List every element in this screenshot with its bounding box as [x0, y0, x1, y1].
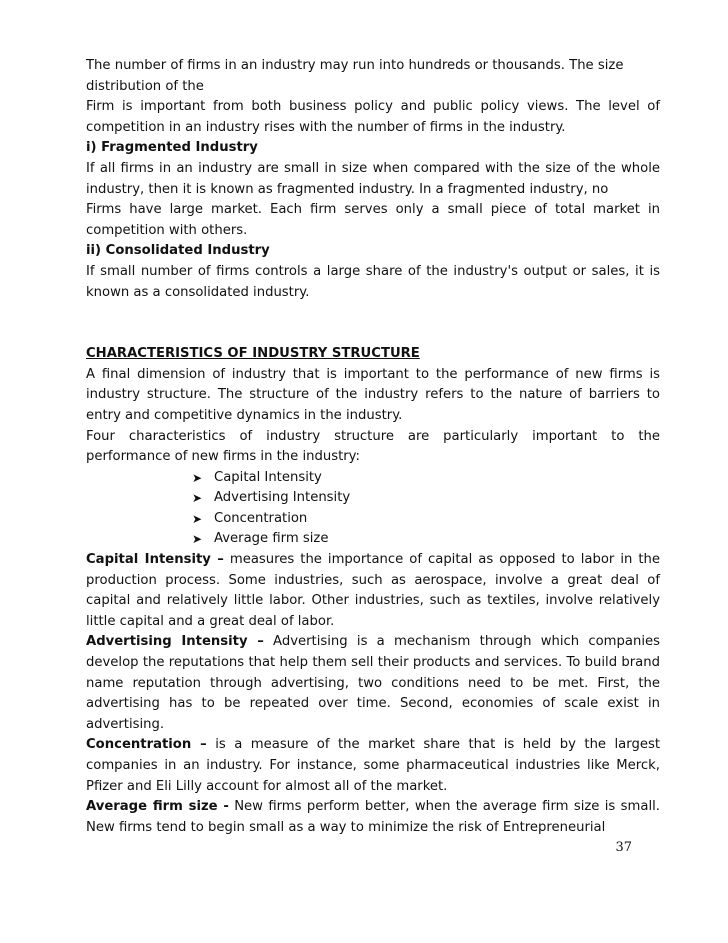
concentration-text: is a measure of the market share that is held by the largest companies in an industry. For instance, some pharmaceutical industries like Merck, Pfizer and Eli Lilly account for almost all of the market. [86, 737, 660, 794]
characteristics-list [86, 468, 660, 550]
page-number: 37 [615, 840, 632, 855]
arrow-bullet-icon: ➤ [192, 470, 203, 485]
capital-intensity-text: measures the importance of capital as opposed to labor in the production process. Some industries, such as aerospace, involve a great deal of capital and relatively little labor. Other industries, such as textiles, involve relatively little capital and a great deal of labor. [86, 552, 660, 629]
concentration-definition [86, 735, 660, 797]
average-firm-size-definition [86, 797, 660, 838]
advertising-intensity-definition [86, 632, 660, 735]
average-firm-size-term: Average firm size - [86, 799, 229, 815]
intro-line-1: The number of firms in an industry may run into hundreds or thousands. The size [86, 58, 624, 73]
characteristics-paragraph-2: Four characteristics of industry structure are particularly important to the performance of new firms in the industry: [86, 428, 660, 465]
fragmented-heading: i) Fragmented Industry [86, 140, 258, 156]
consolidated-paragraph: If small number of firms controls a large share of the industry's output or sales, it is known as a consolidated industry. [86, 263, 660, 300]
list-item-label: Advertising Intensity [214, 490, 351, 506]
list-item [190, 468, 660, 489]
list-item [190, 488, 660, 509]
fragmented-paragraph-2: Firms have large market. Each firm serves only a small piece of total market in competition with others. [86, 202, 660, 238]
average-firm-size-text: New firms perform better, when the average firm size is small. New firms tend to begin small as a way to minimize the risk of Entrepreneurial [86, 799, 660, 835]
advertising-intensity-term: Advertising Intensity – [86, 634, 264, 650]
list-item [190, 509, 660, 530]
document-page [86, 56, 660, 838]
characteristics-paragraph-1: A final dimension of industry that is important to the performance of new firms is industry structure. The structure of the industry refers to the nature of barriers to entry and competitive dynamics in the industry. [86, 366, 660, 423]
arrow-bullet-icon: ➤ [192, 532, 203, 547]
consolidated-heading: ii) Consolidated Industry [86, 243, 270, 259]
list-item-label: Capital Intensity [214, 469, 322, 485]
intro-paragraph: Firm is important from both business policy and public policy views. The level of competition in an industry rises with the number of firms in the industry. [86, 99, 660, 135]
arrow-bullet-icon: ➤ [192, 511, 203, 526]
list-item [190, 529, 660, 550]
capital-intensity-definition [86, 550, 660, 632]
fragmented-paragraph-1: If all firms in an industry are small in size when compared with the size of the whole industry, then it is known as fragmented industry. In a fragmented industry, no [86, 160, 660, 197]
list-item-label: Concentration [214, 510, 308, 526]
intro-line-2: distribution of the [86, 78, 204, 94]
list-item-label: Average firm size [214, 531, 329, 547]
section-spacer [86, 303, 660, 344]
advertising-intensity-text: Advertising is a mechanism through which companies develop the reputations that help them sell their products and services. To build brand name reputation through advertising, two conditions need to be met. First, the advertising has to be repeated over time. Second, economies of scale exist in advertising. [86, 634, 660, 732]
capital-intensity-term: Capital Intensity – [86, 552, 224, 568]
concentration-term: Concentration – [86, 737, 207, 753]
section-title: CHARACTERISTICS OF INDUSTRY STRUCTURE [86, 346, 420, 362]
arrow-bullet-icon: ➤ [192, 491, 203, 506]
